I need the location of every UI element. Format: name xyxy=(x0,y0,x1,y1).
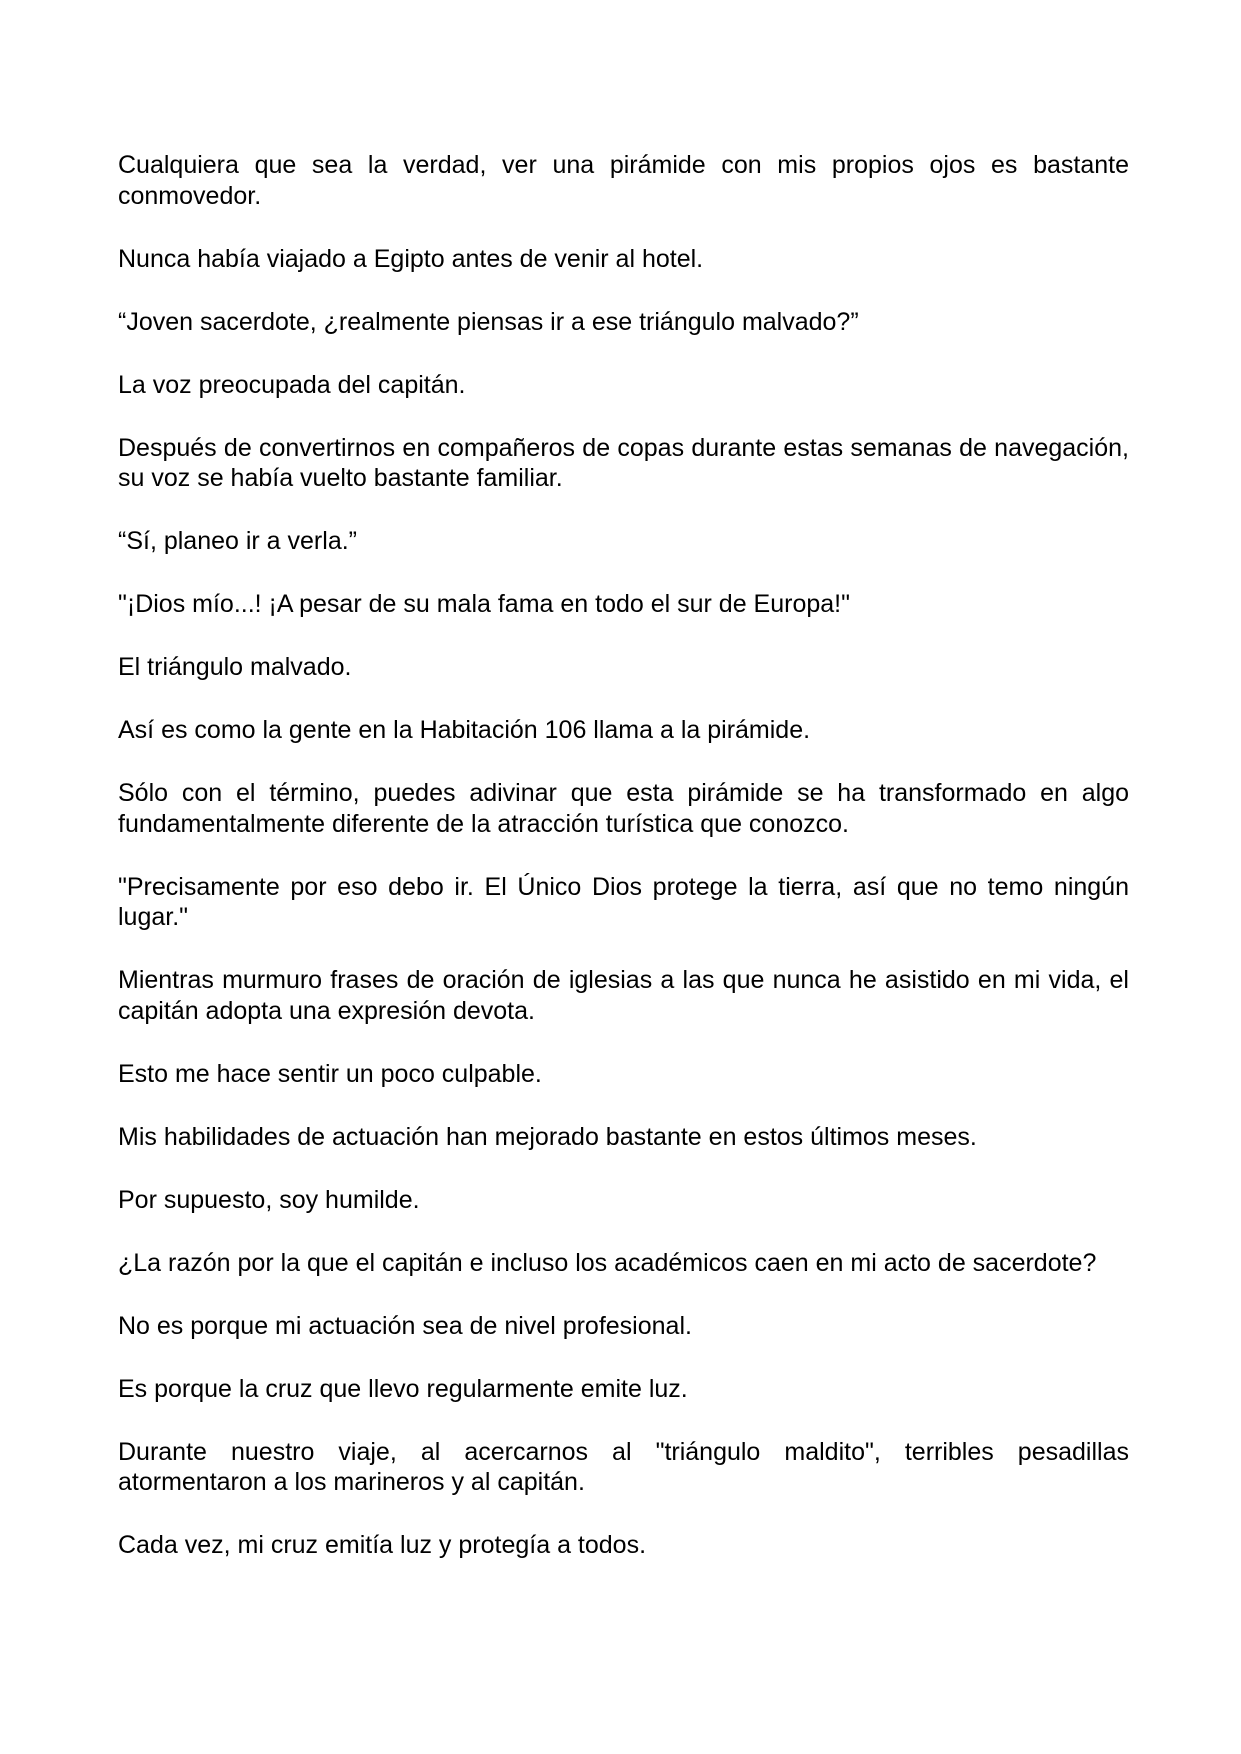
paragraph-10: Sólo con el término, puedes adivinar que esta pirámide se ha transformado en algo fundamentalmente diferente de la atracción turística que conozco. xyxy=(118,779,1129,838)
paragraph-7: "¡Dios mío...! ¡A pesar de su mala fama en todo el sur de Europa!" xyxy=(118,590,850,618)
paragraph-3: “Joven sacerdote, ¿realmente piensas ir a ese triángulo malvado?” xyxy=(118,307,859,336)
paragraph-5: Después de convertirnos en compañeros de copas durante estas semanas de navegación, su voz se había vuelto bastante familiar. xyxy=(118,433,1129,492)
paragraph-15: Por supuesto, soy humilde. xyxy=(118,1185,420,1214)
paragraph-4: La voz preocupada del capitán. xyxy=(118,370,466,399)
paragraph-6: “Sí, planeo ir a verla.” xyxy=(118,527,357,555)
paragraph-20: Cada vez, mi cruz emitía luz y protegía a todos. xyxy=(118,1531,647,1559)
paragraph-11: "Precisamente por eso debo ir. El Único Dios protege la tierra, así que no temo ningún lugar." xyxy=(118,872,1129,931)
paragraph-8: El triángulo malvado. xyxy=(118,653,352,681)
paragraph-1: Cualquiera que sea la verdad, ver una pirámide con mis propios ojos es bastante conmovedor. xyxy=(118,151,1129,210)
paragraph-16: ¿La razón por la que el capitán e incluso los académicos caen en mi acto de sacerdote? xyxy=(118,1248,1097,1277)
paragraph-13: Esto me hace sentir un poco culpable. xyxy=(118,1059,542,1088)
paragraph-14: Mis habilidades de actuación han mejorado bastante en estos últimos meses. xyxy=(118,1122,977,1151)
paragraph-17: No es porque mi actuación sea de nivel profesional. xyxy=(118,1311,692,1340)
paragraph-2: Nunca había viajado a Egipto antes de venir al hotel. xyxy=(118,244,704,273)
paragraph-9: Así es como la gente en la Habitación 106 llama a la pirámide. xyxy=(118,716,811,744)
document-page xyxy=(118,150,1129,1561)
paragraph-19: Durante nuestro viaje, al acercarnos al "triángulo maldito", terribles pesadillas atormentaron a los marineros y al capitán. xyxy=(118,1437,1129,1496)
paragraph-18: Es porque la cruz que llevo regularmente emite luz. xyxy=(118,1374,688,1403)
paragraph-12: Mientras murmuro frases de oración de iglesias a las que nunca he asistido en mi vida, el capitán adopta una expresión devota. xyxy=(118,966,1129,1025)
